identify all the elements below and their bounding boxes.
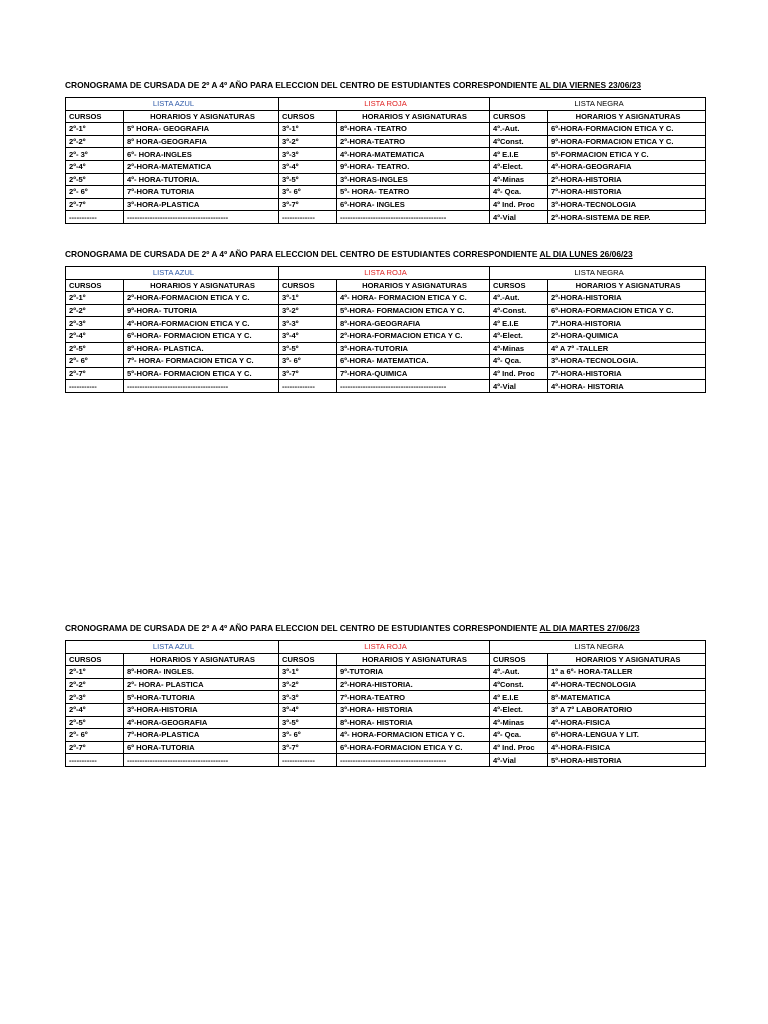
curso-cell: 3º-1º <box>279 292 337 305</box>
lista-azul-header: LISTA AZUL <box>66 98 279 111</box>
horario-cell: 6º-HORA-LENGUA Y LIT. <box>548 729 706 742</box>
cursos-header: CURSOS <box>490 279 548 292</box>
table-row <box>66 678 706 691</box>
curso-cell: 4º-Const. <box>490 304 548 317</box>
curso-cell: 2º-2º <box>66 135 124 148</box>
curso-cell: 4º- Qca. <box>490 729 548 742</box>
horario-cell: 5º-FORMACION ETICA Y C. <box>548 148 706 161</box>
table-row <box>66 329 706 342</box>
horario-cell: 2º-HORA-TEATRO <box>337 135 490 148</box>
horario-cell: 5º HORA- GEOGRAFIA <box>124 123 279 136</box>
horario-cell: 7º-HORA-TEATRO <box>337 691 490 704</box>
curso-cell: 4º.-Aut. <box>490 292 548 305</box>
table-row <box>66 703 706 716</box>
column-header-row <box>66 653 706 666</box>
horario-cell: 3º-HORA- HISTORIA <box>337 703 490 716</box>
curso-cell: 4º.-Aut. <box>490 123 548 136</box>
horarios-header: HORARIOS Y ASIGNATURAS <box>337 279 490 292</box>
curso-cell: 4º-Minas <box>490 716 548 729</box>
horario-cell: 2º-HORA-HISTORIA <box>548 173 706 186</box>
curso-cell: 4º E.I.E <box>490 317 548 330</box>
curso-cell: 2º-7º <box>66 198 124 211</box>
horario-cell: ---------------------------------------- <box>124 380 279 393</box>
lista-negra-header: LISTA NEGRA <box>490 641 706 654</box>
curso-cell: 2º-1º <box>66 292 124 305</box>
cursos-header: CURSOS <box>66 653 124 666</box>
cursos-header: CURSOS <box>279 279 337 292</box>
horario-cell: 6º-HORA- MATEMATICA. <box>337 355 490 368</box>
table-row <box>66 135 706 148</box>
curso-cell: 2º-3º <box>66 691 124 704</box>
schedule-table <box>65 640 706 767</box>
curso-cell: 3º-3º <box>279 317 337 330</box>
table-row <box>66 123 706 136</box>
horario-cell: 8º HORA-GEOGRAFIA <box>124 135 279 148</box>
curso-cell: 3º-2º <box>279 678 337 691</box>
schedule-title-date: AL DIA MARTES 27/06/23 <box>539 623 640 633</box>
curso-cell: 3º-2º <box>279 304 337 317</box>
table-row <box>66 186 706 199</box>
horario-cell: 2º-HORA-MATEMATICA <box>124 160 279 173</box>
horario-cell: ------------------------------------------ <box>337 754 490 767</box>
lista-roja-header: LISTA ROJA <box>279 98 490 111</box>
curso-cell: 3º- 6º <box>279 729 337 742</box>
curso-cell: 4º-Minas <box>490 173 548 186</box>
schedule-table <box>65 97 706 224</box>
table-row <box>66 666 706 679</box>
schedule-title <box>65 248 705 260</box>
lista-roja-header: LISTA ROJA <box>279 267 490 280</box>
curso-cell: 4º-Vial <box>490 754 548 767</box>
table-row <box>66 148 706 161</box>
curso-cell: 3º-3º <box>279 691 337 704</box>
curso-cell: 4º Ind. Proc <box>490 198 548 211</box>
horario-cell: 7º-HORA-PLASTICA <box>124 729 279 742</box>
curso-cell: 2º- 6º <box>66 186 124 199</box>
curso-cell: 3º-7º <box>279 198 337 211</box>
horario-cell: 4º-HORA- HISTORIA <box>548 380 706 393</box>
curso-cell: 2º-7º <box>66 367 124 380</box>
table-row <box>66 367 706 380</box>
horario-cell: ---------------------------------------- <box>124 754 279 767</box>
schedule-table <box>65 266 706 393</box>
column-header-row <box>66 110 706 123</box>
curso-cell: 2º-2º <box>66 304 124 317</box>
curso-cell: ------------- <box>279 380 337 393</box>
horario-cell: 3º-HORA-TECNOLOGIA <box>548 198 706 211</box>
horarios-header: HORARIOS Y ASIGNATURAS <box>548 110 706 123</box>
table-row <box>66 754 706 767</box>
curso-cell: 3º-4º <box>279 703 337 716</box>
curso-cell: 2º-5º <box>66 716 124 729</box>
horario-cell: 4º- HORA- FORMACION ETICA Y C. <box>337 292 490 305</box>
horario-cell: 4º-HORA-GEOGRAFIA <box>124 716 279 729</box>
schedule-title-date: AL DIA LUNES 26/06/23 <box>539 249 633 259</box>
horario-cell: 4º-HORA-GEOGRAFIA <box>548 160 706 173</box>
horario-cell: 7º-HORA-HISTORIA <box>548 367 706 380</box>
curso-cell: 2º-3º <box>66 317 124 330</box>
horario-cell: 5º-HORA-TUTORIA <box>124 691 279 704</box>
horario-cell: 5º-HORA-HISTORIA <box>548 754 706 767</box>
curso-cell: 4º-Elect. <box>490 329 548 342</box>
curso-cell: 3º-5º <box>279 342 337 355</box>
table-row <box>66 691 706 704</box>
curso-cell: 4º- Qca. <box>490 355 548 368</box>
cursos-header: CURSOS <box>279 653 337 666</box>
curso-cell: 2º- 6º <box>66 729 124 742</box>
horarios-header: HORARIOS Y ASIGNATURAS <box>124 110 279 123</box>
list-header-row <box>66 641 706 654</box>
horario-cell: 3º-HORAS-INGLES <box>337 173 490 186</box>
horario-cell: 1º a 6º- HORA-TALLER <box>548 666 706 679</box>
horario-cell: 9º-HORA- TUTORIA <box>124 304 279 317</box>
column-header-row <box>66 279 706 292</box>
curso-cell: ----------- <box>66 380 124 393</box>
horario-cell: 5º-HORA- FORMACION ETICA Y C. <box>124 367 279 380</box>
curso-cell: 4º- Qca. <box>490 186 548 199</box>
horario-cell: 9º-TUTORIA <box>337 666 490 679</box>
horario-cell: 7º- HORA- FORMACION ETICA Y C. <box>124 355 279 368</box>
horarios-header: HORARIOS Y ASIGNATURAS <box>337 653 490 666</box>
cursos-header: CURSOS <box>490 653 548 666</box>
lista-azul-header: LISTA AZUL <box>66 267 279 280</box>
curso-cell: ------------- <box>279 754 337 767</box>
table-row <box>66 355 706 368</box>
curso-cell: 2º-4º <box>66 703 124 716</box>
curso-cell: 2º-5º <box>66 342 124 355</box>
horario-cell: 4º- HORA-FORMACION ETICA Y C. <box>337 729 490 742</box>
curso-cell: 2º-7º <box>66 741 124 754</box>
curso-cell: 2º-1º <box>66 123 124 136</box>
list-header-row <box>66 267 706 280</box>
horario-cell: 5º-HORA- FORMACION ETICA Y C. <box>337 304 490 317</box>
list-header-row <box>66 98 706 111</box>
horario-cell: 4º A 7º -TALLER <box>548 342 706 355</box>
curso-cell: 3º-3º <box>279 148 337 161</box>
curso-cell: 3º-5º <box>279 716 337 729</box>
horario-cell: 2º-HORA-FORMACION ETICA Y C. <box>337 329 490 342</box>
horario-cell: ------------------------------------------ <box>337 211 490 224</box>
table-row <box>66 317 706 330</box>
curso-cell: 2º- 3º <box>66 148 124 161</box>
curso-cell: 3º-4º <box>279 329 337 342</box>
table-row <box>66 160 706 173</box>
curso-cell: 4º.-Aut. <box>490 666 548 679</box>
curso-cell: 4º-Minas <box>490 342 548 355</box>
curso-cell: 4º Ind. Proc <box>490 367 548 380</box>
curso-cell: 4º-Elect. <box>490 160 548 173</box>
horarios-header: HORARIOS Y ASIGNATURAS <box>337 110 490 123</box>
cursos-header: CURSOS <box>279 110 337 123</box>
horario-cell: 3º-HORA-PLASTICA <box>124 198 279 211</box>
horario-cell: 6º-HORA-FORMACION ETICA Y C. <box>337 741 490 754</box>
horario-cell: 2º-HORA-QUIMICA <box>548 329 706 342</box>
horario-cell: 3º-HORA-HISTORIA <box>124 703 279 716</box>
horario-cell: 7º.HORA-HISTORIA <box>548 317 706 330</box>
horario-cell: 2º-HORA-FORMACION ETICA Y C. <box>124 292 279 305</box>
horarios-header: HORARIOS Y ASIGNATURAS <box>124 653 279 666</box>
lista-roja-header: LISTA ROJA <box>279 641 490 654</box>
curso-cell: 3º-7º <box>279 367 337 380</box>
curso-cell: 3º-1º <box>279 123 337 136</box>
table-row <box>66 292 706 305</box>
curso-cell: 4º-Elect. <box>490 703 548 716</box>
horario-cell: 5º- HORA- TEATRO <box>337 186 490 199</box>
horario-cell: 6º-HORA- INGLES <box>337 198 490 211</box>
curso-cell: 3º- 6º <box>279 186 337 199</box>
horarios-header: HORARIOS Y ASIGNATURAS <box>548 279 706 292</box>
lista-negra-header: LISTA NEGRA <box>490 98 706 111</box>
horario-cell: 7º-HORA-QUIMICA <box>337 367 490 380</box>
curso-cell: 3º-2º <box>279 135 337 148</box>
horario-cell: 6º-HORA-FORMACION ETICA Y C. <box>548 123 706 136</box>
curso-cell: 3º-4º <box>279 160 337 173</box>
schedule-title-text: CRONOGRAMA DE CURSADA DE 2º A 4º AÑO PARA ELECCION DEL CENTRO DE ESTUDIANTES CORRESPONDIENTE <box>65 623 540 633</box>
horario-cell: 8º-HORA -TEATRO <box>337 123 490 136</box>
horario-cell: 3º A 7º LABORATORIO <box>548 703 706 716</box>
curso-cell: 4º E.I.E <box>490 148 548 161</box>
horario-cell: 8º-HORA- INGLES. <box>124 666 279 679</box>
schedule-title-date: AL DIA VIERNES 23/06/23 <box>539 80 642 90</box>
schedule-title-text: CRONOGRAMA DE CURSADA DE 2º A 4º AÑO PARA ELECCION DEL CENTRO DE ESTUDIANTES CORRESPONDIENTE <box>65 80 540 90</box>
horario-cell: 8º-HORA- PLASTICA. <box>124 342 279 355</box>
curso-cell: 4º Ind. Proc <box>490 741 548 754</box>
horario-cell: 4º-HORA-TECNOLOGIA <box>548 678 706 691</box>
curso-cell: 2º- 6º <box>66 355 124 368</box>
horario-cell: 8º-HORA-GEOGRAFIA <box>337 317 490 330</box>
cursos-header: CURSOS <box>66 110 124 123</box>
horario-cell: 6º- HORA-INGLES <box>124 148 279 161</box>
curso-cell: 2º-1º <box>66 666 124 679</box>
horario-cell: 4º- HORA-TUTORIA. <box>124 173 279 186</box>
cursos-header: CURSOS <box>490 110 548 123</box>
horario-cell: ---------------------------------------- <box>124 211 279 224</box>
schedule-section-1 <box>65 79 705 224</box>
curso-cell: 3º-1º <box>279 666 337 679</box>
horario-cell: 4º-HORA-MATEMATICA <box>337 148 490 161</box>
horario-cell: 7º-HORA-HISTORIA <box>548 186 706 199</box>
curso-cell: 3º-7º <box>279 741 337 754</box>
horario-cell: 7º-HORA TUTORIA <box>124 186 279 199</box>
lista-azul-header: LISTA AZUL <box>66 641 279 654</box>
horario-cell: 4º-HORA-FISICA <box>548 716 706 729</box>
curso-cell: 2º-5º <box>66 173 124 186</box>
curso-cell: 2º-2º <box>66 678 124 691</box>
horario-cell: 6º HORA-TUTORIA <box>124 741 279 754</box>
table-row <box>66 198 706 211</box>
table-row <box>66 304 706 317</box>
curso-cell: ------------- <box>279 211 337 224</box>
horario-cell: 9º-HORA-FORMACION ETICA Y C. <box>548 135 706 148</box>
horario-cell: 3º-HORA-TUTORIA <box>337 342 490 355</box>
table-row <box>66 741 706 754</box>
horario-cell: 6º-HORA- FORMACION ETICA Y C. <box>124 329 279 342</box>
table-row <box>66 342 706 355</box>
lista-negra-header: LISTA NEGRA <box>490 267 706 280</box>
curso-cell: 4º-Vial <box>490 211 548 224</box>
horario-cell: 8º-MATEMATICA <box>548 691 706 704</box>
curso-cell: ----------- <box>66 754 124 767</box>
curso-cell: ----------- <box>66 211 124 224</box>
schedule-section-3 <box>65 622 705 767</box>
horario-cell: 9º-HORA- TEATRO. <box>337 160 490 173</box>
horario-cell: 2º-HORA-HISTORIA. <box>337 678 490 691</box>
horario-cell: 4º-HORA-FISICA <box>548 741 706 754</box>
schedule-title <box>65 79 705 91</box>
schedule-title-text: CRONOGRAMA DE CURSADA DE 2º A 4º AÑO PARA ELECCION DEL CENTRO DE ESTUDIANTES CORRESPONDIENTE <box>65 249 540 259</box>
horario-cell: 4º-HORA-FORMACION ETICA Y C. <box>124 317 279 330</box>
curso-cell: 3º- 6º <box>279 355 337 368</box>
table-row <box>66 173 706 186</box>
curso-cell: 2º-4º <box>66 329 124 342</box>
schedule-section-2 <box>65 248 705 393</box>
curso-cell: 3º-5º <box>279 173 337 186</box>
curso-cell: 4ºConst. <box>490 678 548 691</box>
curso-cell: 2º-4º <box>66 160 124 173</box>
table-row <box>66 729 706 742</box>
curso-cell: 4º-Vial <box>490 380 548 393</box>
schedule-title <box>65 622 705 634</box>
table-row <box>66 380 706 393</box>
horario-cell: ------------------------------------------ <box>337 380 490 393</box>
horario-cell: 3º-HORA-TECNOLOGIA. <box>548 355 706 368</box>
horario-cell: 2º-HORA-HISTORIA <box>548 292 706 305</box>
horario-cell: 8º-HORA- HISTORIA <box>337 716 490 729</box>
table-row <box>66 211 706 224</box>
horarios-header: HORARIOS Y ASIGNATURAS <box>548 653 706 666</box>
horario-cell: 2º- HORA- PLASTICA <box>124 678 279 691</box>
horario-cell: 2º-HORA-SISTEMA DE REP. <box>548 211 706 224</box>
table-row <box>66 716 706 729</box>
cursos-header: CURSOS <box>66 279 124 292</box>
curso-cell: 4ºConst. <box>490 135 548 148</box>
horario-cell: 6º-HORA-FORMACION ETICA Y C. <box>548 304 706 317</box>
curso-cell: 4º E.I.E <box>490 691 548 704</box>
horarios-header: HORARIOS Y ASIGNATURAS <box>124 279 279 292</box>
